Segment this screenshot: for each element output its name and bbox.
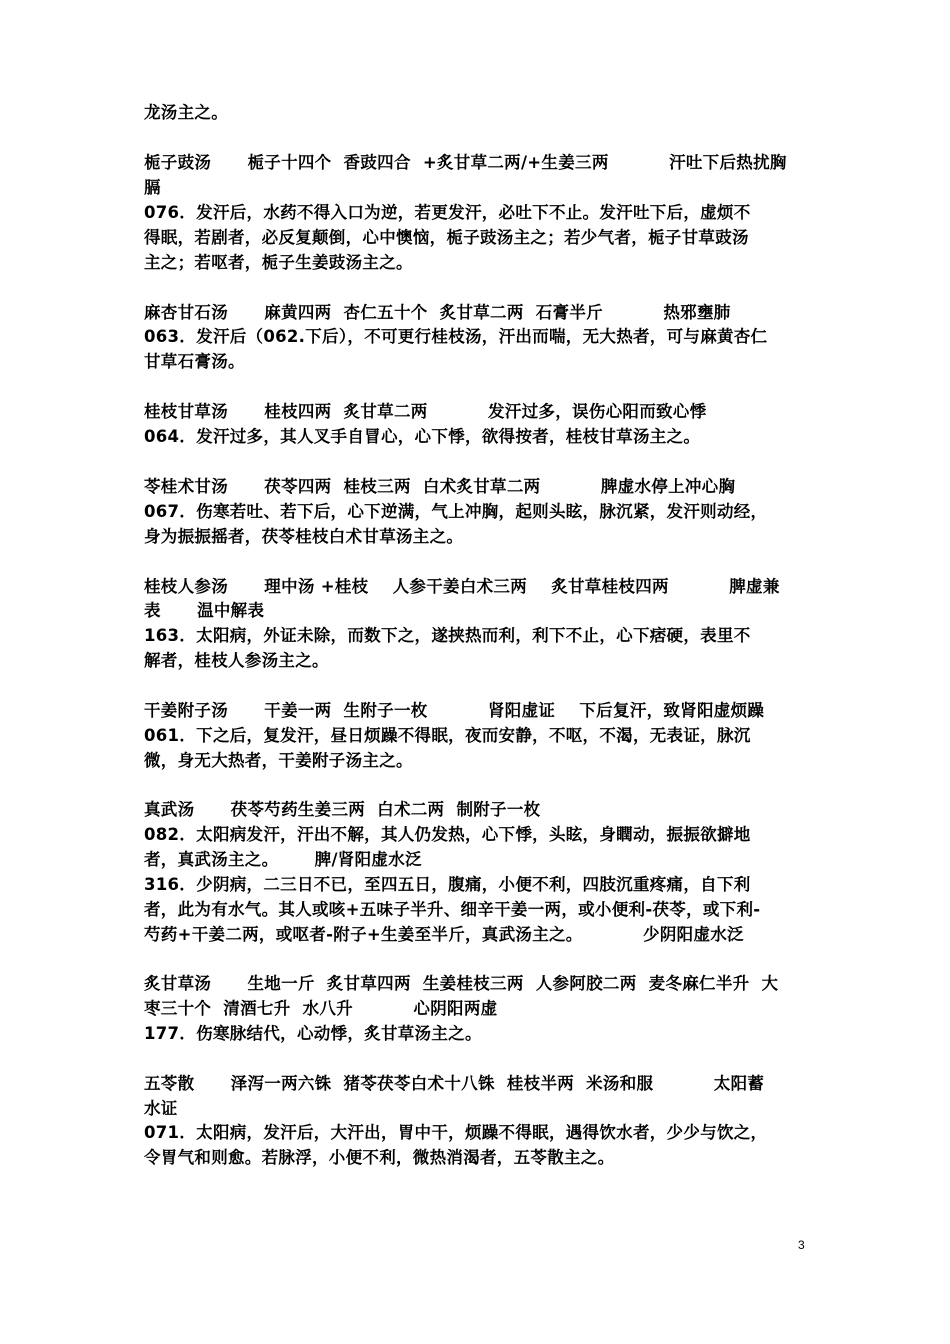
formula-heading: 桂枝甘草汤 桂枝四两 炙甘草二两 发汗过多，误伤心阳而致心悸 bbox=[144, 402, 707, 421]
formula-heading: 桂枝人参汤 理中汤 +桂枝 人参干姜白术三两 炙甘草桂枝四两 脾虚兼 bbox=[144, 577, 780, 596]
text-line: 膈 bbox=[144, 178, 161, 197]
clause-line: 064．发汗过多，其人叉手自冒心，心下悸，欲得按者，桂枝甘草汤主之。 bbox=[144, 427, 701, 446]
text-line: 令胃气和则愈。若脉浮，小便不利，微热消渴者，五苓散主之。 bbox=[144, 1148, 615, 1167]
clause-line: 177．伤寒脉结代，心动悸，炙甘草汤主之。 bbox=[144, 1024, 482, 1043]
formula-heading: 五苓散 泽泻一两六铢 猪苓茯苓白术十八铢 桂枝半两 米汤和服 太阳蓄 bbox=[144, 1074, 765, 1093]
text-line: 龙汤主之。 bbox=[144, 103, 228, 122]
text-line: 表 温中解表 bbox=[144, 601, 265, 620]
formula-heading: 炙甘草汤 生地一斤 炙甘草四两 生姜桂枝三两 人参阿胶二两 麦冬麻仁半升 大 bbox=[144, 974, 779, 993]
clause-line: 163．太阳病，外证未除，而数下之，遂挟热而利，利下不止，心下痞硬，表里不 bbox=[144, 626, 751, 645]
clause-line: 063．发汗后（062.下后），不可更行桂枝汤，汗出而喘，无大热者，可与麻黄杏仁 bbox=[144, 327, 768, 346]
text-line: 甘草石膏汤。 bbox=[144, 352, 245, 371]
text-line: 身为振振摇者，茯苓桂枝白术甘草汤主之。 bbox=[144, 527, 464, 546]
text-line: 微，身无大热者，干姜附子汤主之。 bbox=[144, 751, 413, 770]
text-line: 者，此为有水气。其人或咳+五味子半升、细辛干姜一两，或小便利-茯苓，或下利- bbox=[144, 900, 761, 919]
formula-heading: 真武汤 茯苓芍药生姜三两 白术二两 制附子一枚 bbox=[144, 800, 541, 819]
text-line: 得眠，若剧者，必反复颠倒，心中懊恼，栀子豉汤主之；若少气者，栀子甘草豉汤 bbox=[144, 228, 749, 247]
text-line: 解者，桂枝人参汤主之。 bbox=[144, 651, 329, 670]
clause-line: 076．发汗后，水药不得入口为逆，若更发汗，必吐下不止。发汗吐下后，虚烦不 bbox=[144, 203, 751, 222]
text-line: 水证 bbox=[144, 1099, 178, 1118]
text-line: 枣三十个 清酒七升 水八升 心阴阳两虚 bbox=[144, 999, 498, 1018]
formula-heading: 栀子豉汤 栀子十四个 香豉四合 +炙甘草二两/+生姜三两 汗吐下后热扰胸 bbox=[144, 153, 787, 172]
text-line: 芍药+干姜二两，或呕者-附子+生姜至半斤，真武汤主之。 少阴阳虚水泛 bbox=[144, 925, 744, 944]
text-line: 者，真武汤主之。 脾/肾阳虚水泛 bbox=[144, 850, 422, 869]
clause-line: 316．少阴病，二三日不已，至四五日，腹痛，小便不利，四肢沉重疼痛，自下利 bbox=[144, 875, 751, 894]
text-line: 主之；若呕者，栀子生姜豉汤主之。 bbox=[144, 253, 413, 272]
clause-line: 061．下之后，复发汗，昼日烦躁不得眠，夜而安静，不呕，不渴，无表证，脉沉 bbox=[144, 726, 751, 745]
formula-heading: 干姜附子汤 干姜一两 生附子一枚 肾阳虚证 下后复汗，致肾阳虚烦躁 bbox=[144, 701, 765, 720]
formula-heading: 苓桂术甘汤 茯苓四两 桂枝三两 白术炙甘草二两 脾虚水停上冲心胸 bbox=[144, 477, 736, 496]
clause-line: 071．太阳病，发汗后，大汗出，胃中干，烦躁不得眠，遇得饮水者，少少与饮之， bbox=[144, 1123, 768, 1142]
clause-line: 067．伤寒若吐、若下后，心下逆满，气上冲胸，起则头眩，脉沉紧，发汗则动经， bbox=[144, 502, 768, 521]
formula-heading: 麻杏甘石汤 麻黄四两 杏仁五十个 炙甘草二两 石膏半斤 热邪壅肺 bbox=[144, 303, 731, 322]
page-number: 3 bbox=[798, 1238, 805, 1252]
clause-line: 082．太阳病发汗，汗出不解，其人仍发热，心下悸，头眩，身瞤动，振振欲擗地 bbox=[144, 825, 751, 844]
